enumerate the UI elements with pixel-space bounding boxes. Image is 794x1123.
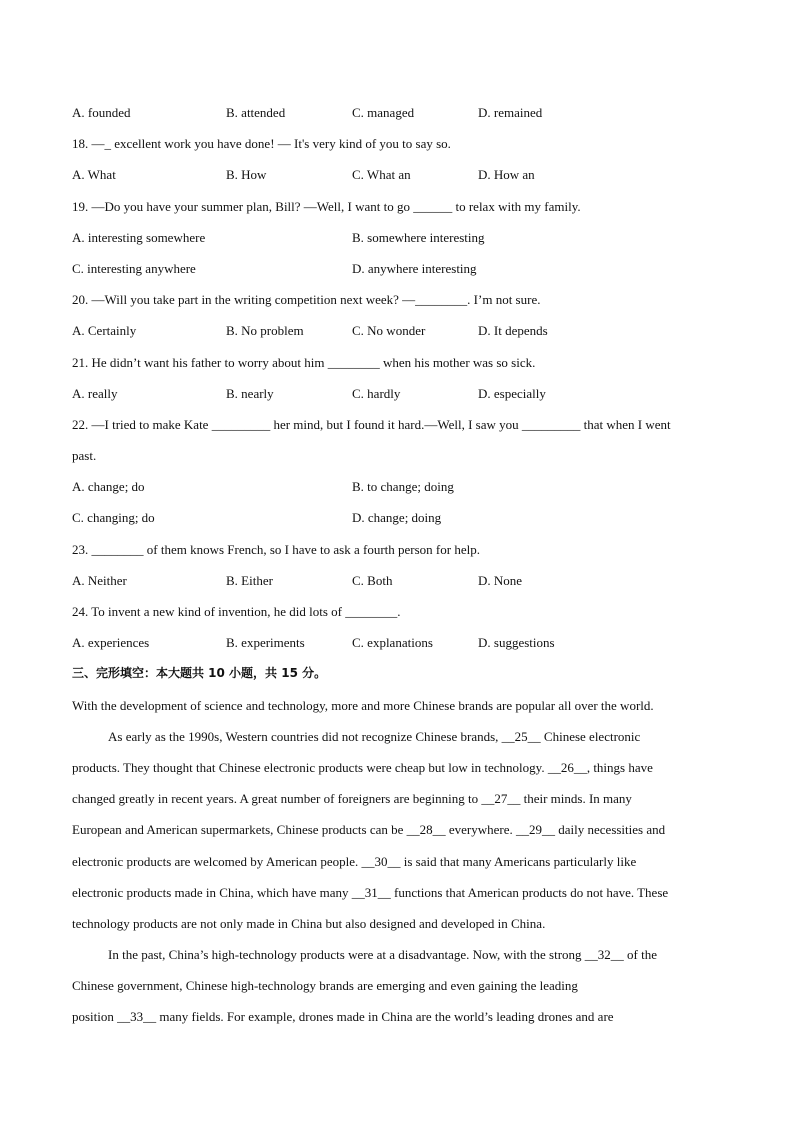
q21-option-b: B. nearly (226, 385, 274, 401)
passage-line: With the development of science and technology, more and more Chinese brands are popular all over the world. (72, 697, 654, 713)
passage-line: electronic products are welcomed by American people. __30__ is said that many Americans particularly like (72, 853, 637, 869)
q24-options (72, 632, 724, 663)
q24-option-b: B. experiments (226, 635, 305, 651)
section-3-heading: 三、完形填空：本大题共 10 小题，共 15 分。 (72, 666, 327, 681)
q22-stem-line1: 22. —I tried to make Kate _________ her mind, but I found it hard.—Well, I saw you _________ that when I went (72, 416, 671, 432)
q18-option-b: B. How (226, 167, 267, 183)
q19-option-b: B. somewhere interesting (352, 229, 485, 245)
q18-options (72, 164, 724, 195)
q22-stem-line2: past. (72, 448, 97, 464)
q22-option-d: D. change; doing (352, 510, 442, 526)
q23-options (72, 570, 724, 601)
q19-option-a: A. interesting somewhere (72, 229, 206, 245)
q20-option-b: B. No problem (226, 323, 304, 339)
passage-line: changed greatly in recent years. A great number of foreigners are beginning to __27__ their minds. In many (72, 791, 632, 807)
q21-option-a: A. really (72, 385, 118, 401)
passage-line: In the past, China’s high-technology products were at a disadvantage. Now, with the strong __32__ of the (108, 947, 658, 963)
q21-option-d: D. especially (478, 385, 546, 401)
q19-options-row1 (72, 227, 724, 258)
q24-option-d: D. suggestions (478, 635, 555, 651)
q21-options (72, 383, 724, 414)
q17-option-c: C. managed (352, 105, 415, 120)
passage-line: technology products are not only made in China but also designed and developed in China. (72, 915, 546, 931)
q22-options-row2 (72, 507, 724, 538)
q23-stem: 23. ________ of them knows French, so I have to ask a fourth person for help. (72, 541, 480, 557)
q19-option-d: D. anywhere interesting (352, 260, 477, 276)
q23-option-c: C. Both (352, 572, 393, 588)
q17-options (72, 102, 724, 133)
q20-stem: 20. —Will you take part in the writing competition next week? —________. I’m not sure. (72, 292, 541, 308)
q23-option-a: A. Neither (72, 572, 127, 588)
q19-options-row2 (72, 258, 724, 289)
q24-option-a: A. experiences (72, 635, 150, 651)
q23-option-b: B. Either (226, 572, 273, 588)
q20-option-d: D. It depends (478, 323, 548, 339)
q17-option-a: A. founded (72, 105, 131, 120)
q20-option-c: C. No wonder (352, 323, 426, 339)
passage-line: Chinese government, Chinese high-technology brands are emerging and even gaining the leading (72, 978, 578, 994)
q24-stem: 24. To invent a new kind of invention, he did lots of ________. (72, 604, 401, 619)
q22-option-b: B. to change; doing (352, 479, 454, 495)
q18-option-c: C. What an (352, 167, 411, 183)
exam-page (72, 102, 724, 1038)
q18-stem: 18. —_ excellent work you have done! — It's very kind of you to say so. (72, 136, 451, 152)
q20-option-a: A. Certainly (72, 323, 137, 339)
passage-line: electronic products made in China, which have many __31__ functions that American products do not have. These (72, 884, 669, 900)
passage-line: European and American supermarkets, Chinese products can be __28__ everywhere. __29__ daily necessities and (72, 822, 666, 838)
q19-stem: 19. —Do you have your summer plan, Bill? —Well, I want to go ______ to relax with my family. (72, 198, 581, 214)
q22-options-row1 (72, 476, 724, 507)
q20-options (72, 320, 724, 351)
q21-stem: 21. He didn’t want his father to worry about him ________ when his mother was so sick. (72, 354, 536, 370)
q24-option-c: C. explanations (352, 635, 433, 651)
q17-option-d: D. remained (478, 105, 543, 120)
q18-option-d: D. How an (478, 167, 535, 183)
q22-option-c: C. changing; do (72, 510, 155, 526)
q22-option-a: A. change; do (72, 479, 145, 495)
passage-line: position __33__ many fields. For example, drones made in China are the world’s leading drones and are (72, 1009, 614, 1025)
q23-option-d: D. None (478, 572, 523, 588)
q21-option-c: C. hardly (352, 385, 401, 401)
q17-option-b: B. attended (226, 105, 286, 120)
passage-line: products. They thought that Chinese electronic products were cheap but low in technology. __26__, things have (72, 759, 653, 775)
passage-line: As early as the 1990s, Western countries did not recognize Chinese brands, __25__ Chinese electronic (108, 728, 641, 744)
q19-option-c: C. interesting anywhere (72, 260, 196, 276)
q18-option-a: A. What (72, 167, 116, 183)
